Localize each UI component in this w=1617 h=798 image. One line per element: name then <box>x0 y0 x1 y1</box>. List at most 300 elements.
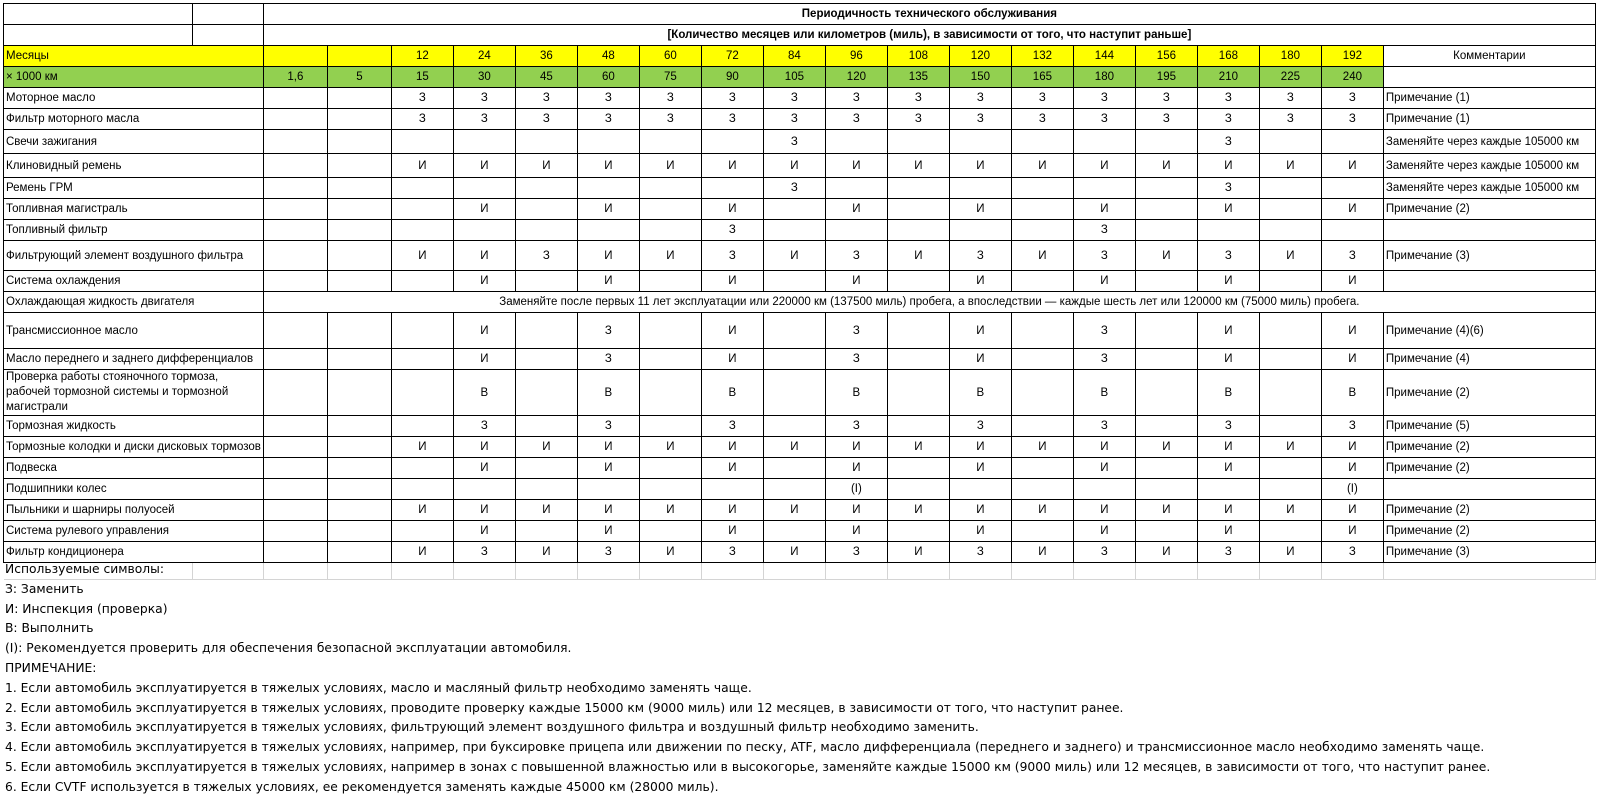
month-cell <box>327 46 391 67</box>
schedule-cell <box>263 220 327 241</box>
row-label: Моторное масло <box>4 88 264 109</box>
legend-line: 1. Если автомобиль эксплуатируется в тяжелых условиях, масло и масляный фильтр необходимо заменять чаще. <box>5 680 752 695</box>
schedule-cell: И <box>577 241 639 271</box>
schedule-cell: В <box>453 370 515 416</box>
row-label: Система охлаждения <box>4 271 264 292</box>
schedule-cell <box>263 437 327 458</box>
schedule-cell <box>327 109 391 130</box>
schedule-cell <box>1073 130 1135 154</box>
row-comment: Примечание (5) <box>1383 416 1595 437</box>
schedule-cell <box>391 416 453 437</box>
schedule-cell <box>1259 458 1321 479</box>
schedule-cell <box>639 313 701 349</box>
schedule-cell: И <box>763 241 825 271</box>
schedule-cell: З <box>1073 416 1135 437</box>
schedule-cell <box>1321 130 1383 154</box>
schedule-cell <box>263 109 327 130</box>
schedule-cell <box>453 178 515 199</box>
schedule-cell: И <box>701 199 763 220</box>
schedule-cell: З <box>1321 88 1383 109</box>
schedule-cell <box>763 370 825 416</box>
schedule-cell: З <box>825 542 887 563</box>
schedule-cell: З <box>1073 241 1135 271</box>
table-row <box>4 500 1596 521</box>
schedule-cell <box>1073 479 1135 500</box>
schedule-cell: И <box>949 313 1011 349</box>
schedule-cell: З <box>949 241 1011 271</box>
schedule-cell: И <box>453 241 515 271</box>
km-cell: 5 <box>327 67 391 88</box>
schedule-cell: И <box>1011 241 1073 271</box>
month-cell: 48 <box>577 46 639 67</box>
schedule-cell <box>515 521 577 542</box>
schedule-cell <box>701 479 763 500</box>
schedule-cell: И <box>1197 437 1259 458</box>
schedule-cell <box>577 130 639 154</box>
blank-cell <box>193 25 264 46</box>
schedule-cell <box>327 370 391 416</box>
schedule-cell: И <box>453 349 515 370</box>
schedule-cell: И <box>639 500 701 521</box>
schedule-cell: И <box>391 542 453 563</box>
schedule-cell <box>887 479 949 500</box>
schedule-cell: И <box>453 154 515 178</box>
legend-line: 2. Если автомобиль эксплуатируется в тяжелых условиях, проводите проверку каждые 15000 км (9000 миль) или 12 месяцев, в зависимости от того, что наступит ранее. <box>5 700 1124 715</box>
schedule-cell <box>1259 479 1321 500</box>
schedule-cell: З <box>1073 88 1135 109</box>
schedule-cell <box>391 370 453 416</box>
schedule-cell: И <box>949 199 1011 220</box>
schedule-cell: И <box>1135 437 1197 458</box>
schedule-cell: (I) <box>1321 479 1383 500</box>
schedule-cell <box>1259 271 1321 292</box>
coolant-note: Заменяйте после первых 11 лет эксплуатации или 220000 км (137500 миль) пробега, а впоследствии — каждые шесть лет или 120000 км (75000 миль) пробега. <box>263 292 1595 313</box>
schedule-cell: И <box>577 199 639 220</box>
km-cell: 60 <box>577 67 639 88</box>
schedule-cell: И <box>1073 500 1135 521</box>
schedule-cell <box>1259 199 1321 220</box>
schedule-cell <box>1259 370 1321 416</box>
schedule-cell: З <box>825 241 887 271</box>
schedule-cell: З <box>763 109 825 130</box>
schedule-cell: И <box>701 500 763 521</box>
schedule-cell <box>263 199 327 220</box>
schedule-cell: И <box>701 521 763 542</box>
schedule-cell <box>763 271 825 292</box>
row-comment <box>1383 220 1595 241</box>
table-row <box>4 109 1596 130</box>
schedule-cell <box>887 458 949 479</box>
schedule-cell: И <box>577 521 639 542</box>
schedule-cell: В <box>1197 370 1259 416</box>
schedule-cell: З <box>1135 88 1197 109</box>
schedule-cell: З <box>515 241 577 271</box>
row-label: Система рулевого управления <box>4 521 264 542</box>
schedule-cell: З <box>1197 130 1259 154</box>
schedule-cell <box>763 220 825 241</box>
month-cell: 60 <box>639 46 701 67</box>
schedule-cell <box>453 130 515 154</box>
schedule-cell: З <box>453 88 515 109</box>
schedule-cell: З <box>391 88 453 109</box>
schedule-cell: З <box>1135 109 1197 130</box>
schedule-cell: И <box>1321 500 1383 521</box>
schedule-cell: И <box>1135 154 1197 178</box>
schedule-cell <box>639 479 701 500</box>
km-cell: 135 <box>887 67 949 88</box>
schedule-cell: З <box>1011 88 1073 109</box>
blank-cell <box>193 4 264 25</box>
schedule-cell <box>515 349 577 370</box>
row-comment: Примечание (2) <box>1383 437 1595 458</box>
schedule-cell: И <box>1259 542 1321 563</box>
row-comment: Примечание (2) <box>1383 370 1595 416</box>
schedule-cell <box>391 220 453 241</box>
table-row <box>4 178 1596 199</box>
month-cell: 36 <box>515 46 577 67</box>
schedule-cell <box>263 479 327 500</box>
legend-line: 6. Если CVTF используется в тяжелых условиях, ее рекомендуется заменять каждые 45000 км (28000 миль). <box>5 779 719 794</box>
schedule-cell: З <box>391 109 453 130</box>
schedule-cell: И <box>825 199 887 220</box>
schedule-cell <box>515 458 577 479</box>
row-comment <box>1383 271 1595 292</box>
schedule-cell: И <box>1135 241 1197 271</box>
schedule-cell <box>1135 130 1197 154</box>
schedule-cell <box>263 313 327 349</box>
schedule-cell: З <box>701 220 763 241</box>
schedule-cell <box>515 178 577 199</box>
km-label: × 1000 км <box>4 67 264 88</box>
month-cell: 24 <box>453 46 515 67</box>
schedule-cell: З <box>577 416 639 437</box>
schedule-cell: З <box>1073 313 1135 349</box>
schedule-cell <box>577 220 639 241</box>
table-row <box>4 241 1596 271</box>
table-row <box>4 521 1596 542</box>
schedule-cell <box>515 479 577 500</box>
schedule-cell: И <box>1321 271 1383 292</box>
schedule-cell: И <box>1073 199 1135 220</box>
row-comment: Заменяйте через каждые 105000 км <box>1383 154 1595 178</box>
schedule-cell <box>701 130 763 154</box>
schedule-cell <box>515 130 577 154</box>
schedule-cell: И <box>1197 154 1259 178</box>
schedule-cell: З <box>453 109 515 130</box>
month-cell: 120 <box>949 46 1011 67</box>
schedule-cell <box>639 349 701 370</box>
title-row <box>4 4 1596 25</box>
row-label: Проверка работы стояночного тормоза, рабочей тормозной системы и тормозной магистрали <box>4 370 264 416</box>
schedule-cell: И <box>825 458 887 479</box>
schedule-cell: З <box>1321 416 1383 437</box>
row-label: Трансмиссионное масло <box>4 313 264 349</box>
row-comment: Примечание (2) <box>1383 458 1595 479</box>
schedule-cell: И <box>639 154 701 178</box>
schedule-cell <box>515 370 577 416</box>
legend-line: В: Выполнить <box>5 621 94 636</box>
schedule-cell: И <box>1197 458 1259 479</box>
schedule-cell <box>763 458 825 479</box>
row-label: Фильтрующий элемент воздушного фильтра <box>4 241 264 271</box>
table-row <box>4 292 1596 313</box>
schedule-cell: И <box>1321 154 1383 178</box>
table-subtitle: [Количество месяцев или километров (миль), в зависимости от того, что наступит раньше] <box>263 25 1595 46</box>
schedule-cell <box>1135 220 1197 241</box>
schedule-cell: И <box>949 271 1011 292</box>
schedule-cell: И <box>1259 241 1321 271</box>
table-row <box>4 458 1596 479</box>
table-row <box>4 88 1596 109</box>
schedule-cell: З <box>949 416 1011 437</box>
schedule-cell: И <box>1321 199 1383 220</box>
schedule-cell <box>1011 349 1073 370</box>
schedule-cell <box>639 370 701 416</box>
month-cell: 72 <box>701 46 763 67</box>
schedule-cell: И <box>577 458 639 479</box>
schedule-cell: И <box>577 154 639 178</box>
blank-cell <box>1383 67 1595 88</box>
schedule-cell: И <box>1073 271 1135 292</box>
schedule-cell: И <box>1011 154 1073 178</box>
table-row <box>4 349 1596 370</box>
schedule-cell <box>949 178 1011 199</box>
table-row <box>4 437 1596 458</box>
month-cell: 144 <box>1073 46 1135 67</box>
schedule-cell: И <box>887 154 949 178</box>
table-row <box>4 220 1596 241</box>
km-cell: 105 <box>763 67 825 88</box>
schedule-cell <box>763 479 825 500</box>
schedule-cell <box>639 521 701 542</box>
schedule-cell: З <box>577 109 639 130</box>
schedule-cell <box>1259 220 1321 241</box>
schedule-cell <box>639 416 701 437</box>
row-label: Подвеска <box>4 458 264 479</box>
legend-line: (I): Рекомендуется проверить для обеспечения безопасной эксплуатации автомобиля. <box>5 641 572 656</box>
schedule-cell: И <box>391 154 453 178</box>
month-cell: 108 <box>887 46 949 67</box>
row-label: Тормозная жидкость <box>4 416 264 437</box>
month-cell: 180 <box>1259 46 1321 67</box>
schedule-cell: И <box>949 349 1011 370</box>
schedule-cell: З <box>763 130 825 154</box>
schedule-cell <box>763 199 825 220</box>
legend-notes <box>5 560 1490 798</box>
schedule-cell: И <box>1197 271 1259 292</box>
schedule-cell: З <box>763 178 825 199</box>
schedule-cell: И <box>1011 500 1073 521</box>
schedule-cell: З <box>1197 109 1259 130</box>
schedule-cell <box>391 521 453 542</box>
schedule-cell <box>391 130 453 154</box>
month-cell: 168 <box>1197 46 1259 67</box>
month-cell: 84 <box>763 46 825 67</box>
schedule-cell <box>1135 370 1197 416</box>
schedule-cell: В <box>825 370 887 416</box>
schedule-cell <box>327 130 391 154</box>
schedule-cell <box>263 178 327 199</box>
schedule-cell: И <box>825 500 887 521</box>
schedule-cell: З <box>1073 109 1135 130</box>
schedule-cell <box>887 220 949 241</box>
schedule-cell: И <box>1073 521 1135 542</box>
schedule-cell <box>1197 479 1259 500</box>
km-cell: 150 <box>949 67 1011 88</box>
schedule-cell <box>763 416 825 437</box>
row-comment: Заменяйте через каждые 105000 км <box>1383 178 1595 199</box>
schedule-cell <box>263 370 327 416</box>
km-cell: 240 <box>1321 67 1383 88</box>
schedule-cell <box>639 458 701 479</box>
month-cell: 132 <box>1011 46 1073 67</box>
row-label: Масло переднего и заднего дифференциалов <box>4 349 264 370</box>
schedule-cell: З <box>1073 220 1135 241</box>
schedule-cell: И <box>453 500 515 521</box>
schedule-cell: И <box>1073 458 1135 479</box>
schedule-cell <box>1259 130 1321 154</box>
row-comment: Примечание (1) <box>1383 88 1595 109</box>
km-cell: 45 <box>515 67 577 88</box>
schedule-cell <box>763 313 825 349</box>
schedule-cell: З <box>701 88 763 109</box>
schedule-cell <box>639 271 701 292</box>
schedule-cell <box>327 479 391 500</box>
row-label: Топливная магистраль <box>4 199 264 220</box>
km-cell: 180 <box>1073 67 1135 88</box>
schedule-cell: И <box>1073 154 1135 178</box>
schedule-cell <box>327 500 391 521</box>
schedule-cell <box>327 521 391 542</box>
schedule-cell: И <box>1321 458 1383 479</box>
schedule-cell <box>1135 458 1197 479</box>
schedule-cell <box>1259 521 1321 542</box>
row-label: Фильтр моторного масла <box>4 109 264 130</box>
schedule-cell: И <box>1259 154 1321 178</box>
schedule-cell: З <box>701 416 763 437</box>
schedule-cell <box>1259 416 1321 437</box>
schedule-cell <box>1135 313 1197 349</box>
schedule-cell: И <box>1321 313 1383 349</box>
schedule-cell <box>887 271 949 292</box>
schedule-cell: В <box>1321 370 1383 416</box>
schedule-cell <box>1011 416 1073 437</box>
schedule-cell: И <box>1259 500 1321 521</box>
schedule-cell: З <box>1197 542 1259 563</box>
schedule-cell: И <box>701 437 763 458</box>
km-cell: 210 <box>1197 67 1259 88</box>
row-label: Охлаждающая жидкость двигателя <box>4 292 264 313</box>
schedule-cell: И <box>1073 437 1135 458</box>
km-cell: 15 <box>391 67 453 88</box>
month-cell: 192 <box>1321 46 1383 67</box>
schedule-cell: И <box>825 521 887 542</box>
schedule-cell <box>949 479 1011 500</box>
schedule-cell: И <box>763 542 825 563</box>
schedule-cell: З <box>577 542 639 563</box>
schedule-cell <box>327 313 391 349</box>
row-comment: Примечание (2) <box>1383 500 1595 521</box>
schedule-cell: И <box>701 349 763 370</box>
schedule-cell <box>1011 521 1073 542</box>
schedule-cell: З <box>577 349 639 370</box>
schedule-cell: З <box>701 241 763 271</box>
schedule-cell: И <box>1321 349 1383 370</box>
schedule-cell <box>1197 220 1259 241</box>
row-comment: Примечание (2) <box>1383 199 1595 220</box>
schedule-cell <box>391 349 453 370</box>
legend-heading: Используемые символы: <box>5 562 164 576</box>
schedule-cell: З <box>639 88 701 109</box>
schedule-cell <box>887 130 949 154</box>
blank-cell <box>4 25 193 46</box>
schedule-cell <box>515 313 577 349</box>
schedule-cell <box>263 416 327 437</box>
schedule-cell <box>825 220 887 241</box>
row-label: Пыльники и шарниры полуосей <box>4 500 264 521</box>
row-comment: Примечание (3) <box>1383 542 1595 563</box>
schedule-cell <box>391 479 453 500</box>
schedule-cell: З <box>577 313 639 349</box>
maintenance-schedule-table <box>3 3 1596 580</box>
schedule-cell: З <box>1321 109 1383 130</box>
schedule-cell <box>887 313 949 349</box>
row-comment <box>1383 479 1595 500</box>
schedule-cell <box>263 349 327 370</box>
schedule-cell: И <box>887 241 949 271</box>
schedule-cell <box>327 178 391 199</box>
schedule-cell: З <box>1259 109 1321 130</box>
table-row <box>4 370 1596 416</box>
schedule-cell <box>1135 199 1197 220</box>
schedule-cell: З <box>1197 241 1259 271</box>
schedule-cell: И <box>515 154 577 178</box>
schedule-cell: З <box>887 88 949 109</box>
row-comment: Примечание (4)(6) <box>1383 313 1595 349</box>
schedule-cell: З <box>949 88 1011 109</box>
schedule-cell <box>1073 178 1135 199</box>
schedule-cell: З <box>1011 109 1073 130</box>
table-row <box>4 130 1596 154</box>
schedule-cell: И <box>701 458 763 479</box>
months-label: Месяцы <box>4 46 264 67</box>
schedule-cell: З <box>825 416 887 437</box>
km-header-row <box>4 67 1596 88</box>
schedule-cell: И <box>391 500 453 521</box>
schedule-cell <box>327 349 391 370</box>
schedule-cell: В <box>577 370 639 416</box>
schedule-cell: И <box>453 437 515 458</box>
row-comment: Примечание (3) <box>1383 241 1595 271</box>
schedule-cell: И <box>453 313 515 349</box>
schedule-cell: З <box>1073 349 1135 370</box>
schedule-cell <box>1135 416 1197 437</box>
schedule-cell: З <box>825 313 887 349</box>
schedule-cell: З <box>453 542 515 563</box>
schedule-cell <box>1135 479 1197 500</box>
schedule-cell <box>327 199 391 220</box>
schedule-cell: (I) <box>825 479 887 500</box>
schedule-cell <box>639 130 701 154</box>
schedule-cell: И <box>949 458 1011 479</box>
table-title: Периодичность технического обслуживания <box>263 4 1595 25</box>
row-label: Подшипники колес <box>4 479 264 500</box>
schedule-cell: И <box>887 437 949 458</box>
row-comment: Примечание (4) <box>1383 349 1595 370</box>
schedule-cell: З <box>639 109 701 130</box>
schedule-cell: И <box>453 458 515 479</box>
schedule-cell: И <box>825 271 887 292</box>
